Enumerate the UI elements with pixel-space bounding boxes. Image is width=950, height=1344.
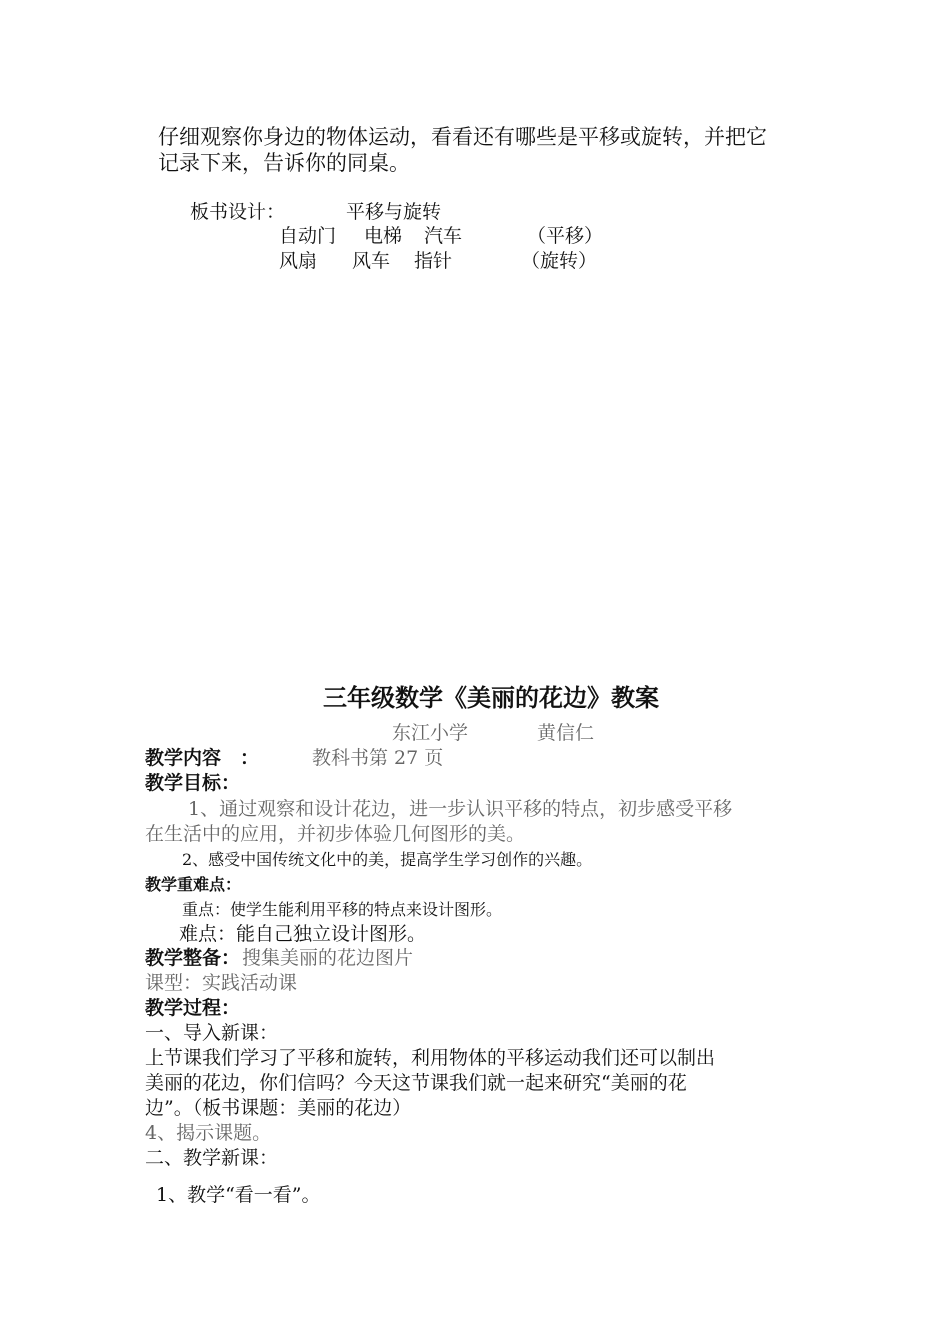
intro-line-1: 仔细观察你身边的物体运动，看看还有哪些是平移或旋转，并把它 [158, 125, 767, 149]
key-point: 重点：使学生能利用平移的特点来设计图形。 [182, 900, 503, 919]
board-design-label: 板书设计： [190, 201, 286, 223]
prep-label: 教学整备： [145, 947, 241, 969]
content-label: 教学内容 ： [145, 747, 260, 769]
step-1-line-2: 美丽的花边，你们信吗？今天这节课我们就一起来研究“美丽的花 [145, 1072, 687, 1094]
teacher-name: 黄信仁 [537, 722, 595, 744]
difficulty: 难点：能自己独立设计图形。 [179, 923, 427, 945]
board-row2-item-3: 指针 [414, 250, 453, 272]
step-1-item-4: 4、揭示课题。 [145, 1122, 272, 1144]
board-design-topic: 平移与旋转 [346, 201, 442, 223]
board-row1-item-3: 汽车 [424, 225, 463, 247]
goal-1-line-2: 在生活中的应用，并初步体验几何图形的美。 [145, 823, 526, 845]
intro-line-2: 记录下来，告诉你的同桌。 [158, 151, 410, 175]
lesson-type: 课型：实践活动课 [145, 972, 298, 994]
step-1-heading: 一、导入新课： [145, 1022, 279, 1044]
content-value: 教科书第 27 页 [312, 747, 444, 769]
step-1-line-1: 上节课我们学习了平移和旋转，利用物体的平移运动我们还可以制出 [145, 1047, 716, 1069]
board-row1-tag: （平移） [527, 225, 604, 247]
step-1-line-3: 边”。（板书课题：美丽的花边） [145, 1097, 412, 1119]
goals-label: 教学目标： [145, 772, 241, 794]
board-row2-item-2: 风车 [352, 250, 391, 272]
board-row1-item-2: 电梯 [364, 225, 403, 247]
board-row2-tag: （旋转） [521, 250, 598, 272]
board-row1-item-1: 自动门 [279, 225, 337, 247]
goal-1-line-1: 1、通过观察和设计花边，进一步认识平移的特点，初步感受平移 [188, 798, 733, 820]
school-name: 东江小学 [392, 722, 469, 744]
prep-value: 搜集美丽的花边图片 [242, 947, 414, 969]
step-2-item-1: 1、教学“看一看”。 [156, 1184, 321, 1206]
goal-2: 2、感受中国传统文化中的美，提高学生学习创作的兴趣。 [182, 850, 593, 869]
process-label: 教学过程： [145, 997, 241, 1019]
keypoints-label: 教学重难点： [145, 875, 242, 894]
lesson-title: 三年级数学《美丽的花边》教案 [323, 684, 659, 712]
board-row2-item-1: 风扇 [279, 250, 318, 272]
step-2-heading: 二、教学新课： [145, 1147, 279, 1169]
